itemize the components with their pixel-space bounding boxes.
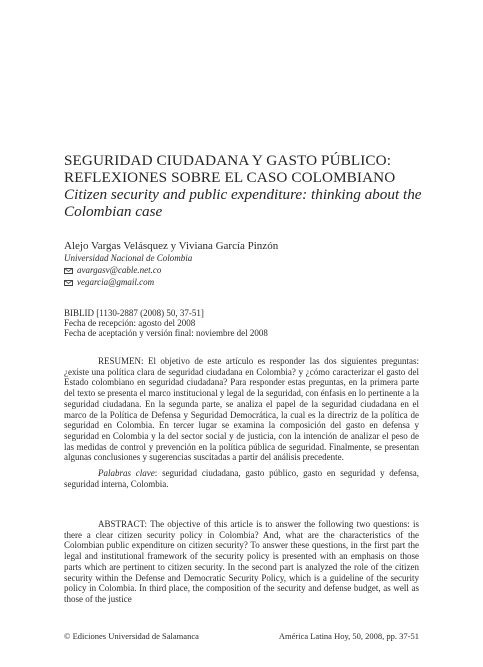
footer-publisher: © Ediciones Universidad de Salamanca [64, 631, 199, 641]
email-2[interactable]: vegarcia@gmail.com [77, 277, 155, 287]
email-1[interactable]: avargasv@cable.net.co [77, 265, 162, 275]
palabras-clave-text: : seguridad ciudadana, gasto público, gasto en seguridad y defensa, seguridad interna, Colombia. [64, 468, 419, 489]
article-title-spanish [64, 152, 434, 186]
resumen-paragraph: RESUMEN: El objetivo de este artículo es responder las dos siguientes preguntas: ¿existe una política clara de seguridad ciudadana en Colombia? y ¿cómo caracterizar el gasto del Estado colombiano en seguridad ciudadana? Para responder estas preguntas, en la primera parte del texto se presenta el marco institucional y legal de la seguridad, con énfasis en lo pertinente a la seguridad ciudadana. En la segunda parte, se analiza el papel de la seguridad ciudadana en el marco de la Política de Defensa y Seguridad Democrática, la cual es la directriz de la política de seguridad en Colombia. En tercer lugar se examina la composición del gasto en defensa y seguridad en Colombia y la del sector social y de justicia, con la intención de analizar el peso de las medidas de control y prevención en la política pública de seguridad. Finalmente, se presentan algunas conclusiones y sugerencias suscitadas a partir del análisis precedente. [64, 356, 419, 463]
footer-citation: América Latina Hoy, 50, 2008, pp. 37-51 [278, 631, 419, 641]
accepted-date: Fecha de aceptación y versión final: noviembre del 2008 [64, 328, 268, 338]
title-line-1: SEGURIDAD CIUDADANA Y GASTO PÚBLICO: [64, 152, 392, 169]
title-en-line-2: Colombian case [64, 203, 163, 220]
envelope-icon [64, 280, 73, 286]
authors: Alejo Vargas Velásquez y Viviana García Pinzón [64, 240, 279, 252]
affiliation: Universidad Nacional de Colombia [64, 253, 193, 263]
envelope-icon [64, 268, 73, 274]
biblid: BIBLID [1130-2887 (2008) 50, 37-51] [64, 308, 204, 318]
received-date: Fecha de recepción: agosto del 2008 [64, 318, 196, 328]
palabras-clave-label: Palabras clave [98, 468, 155, 478]
email-row-2 [64, 277, 154, 288]
title-line-2: REFLEXIONES SOBRE EL CASO COLOMBIANO [64, 169, 396, 186]
abstract-paragraph: ABSTRACT: The objective of this article is to answer the following two questions: is there a clear citizen security policy in Colombia? And, what are the characteristics of the Colombian public expenditure on citizen security? To answer these questions, in the first part the legal and institutional framework of the security policy is presented with an emphasis on those parts which are pertinent to citizen security. In the second part is analyzed the role of the citizen security within the Defense and Democratic Security Policy, which is a guideline of the security policy in Colombia. In third place, the composition of the security and defense budget, as well as those of the justice [64, 519, 419, 604]
article-title-english [64, 186, 434, 220]
email-row-1 [64, 265, 161, 276]
title-en-line-1: Citizen security and public expenditure: thinking about the [64, 186, 422, 203]
palabras-clave-paragraph [64, 468, 419, 489]
